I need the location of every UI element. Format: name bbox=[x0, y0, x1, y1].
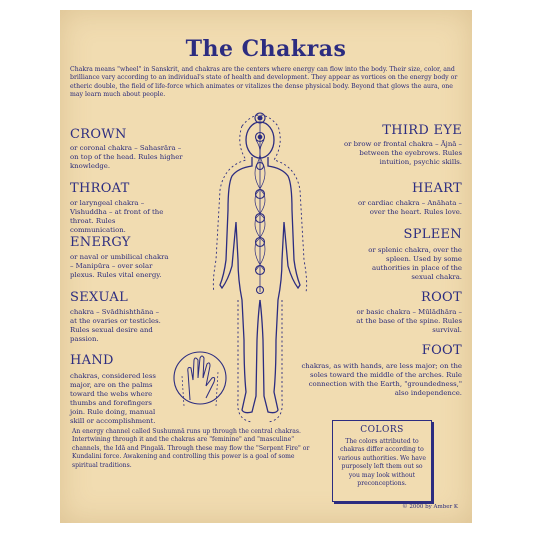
human-figure-illustration bbox=[172, 110, 342, 440]
heart-description: or cardiac chakra – Anāhata – over the heart. Rules love. bbox=[357, 199, 462, 216]
sexual-heading: SEXUAL bbox=[70, 290, 129, 305]
crown-description: or coronal chakra – Sahasrāra – on top of the head. Rules higher knowledge. bbox=[70, 144, 183, 170]
parchment-sheet bbox=[60, 10, 472, 523]
spleen-description: or splenic chakra, over the spleen. Used by some authorities in place of the sexual chakra. bbox=[368, 246, 462, 281]
foot-description: chakras, as with hands, are less major; on the soles toward the middle of the arches. Rule connection with the Earth, "groundedness," also independence. bbox=[301, 362, 462, 397]
energy-description: or naval or umbilical chakra – Manipūra – over solar plexus. Rules vital energy. bbox=[70, 253, 169, 279]
throat-description: or laryngeal chakra – Vishuddha – at front of the throat. Rules communication. bbox=[70, 199, 164, 234]
colors-description: The colors attributed to chakras differ according to various authorities. We have purposely left them out so you may look without preconceptions. bbox=[338, 438, 426, 488]
heart-heading: HEART bbox=[412, 181, 462, 196]
spleen-heading: SPLEEN bbox=[403, 227, 462, 242]
foot-heading: FOOT bbox=[421, 343, 462, 358]
crown-heading: CROWN bbox=[70, 127, 127, 142]
hand-heading: HAND bbox=[70, 353, 114, 368]
colors-heading: COLORS bbox=[360, 425, 404, 435]
root-description: or basic chakra – Mūlādhāra – at the base of the spine. Rules survival. bbox=[356, 308, 462, 334]
colors-box bbox=[332, 420, 432, 502]
copyright-text: © 2000 by Amber K bbox=[402, 504, 458, 510]
root-heading: ROOT bbox=[421, 290, 462, 305]
hand-description: chakras, considered less major, are on the palms toward the webs where thumbs and forefingers join. Rule doing, manual skill or accomplishment. bbox=[70, 372, 156, 425]
sexual-description: chakra – Svādhishthāna – at the ovaries or testicles. Rules sexual desire and passion. bbox=[70, 308, 161, 343]
intro-paragraph: Chakra means "wheel" in Sanskrit, and chakras are the centers where energy can flow into the body. Their size, color, and brilliance vary according to an individual's state of health and development. They appear as vortices on the energy body or etheric double, the field of life-force which animates or vitalizes the dense physical body. Beyond that glows the aura, one may learn much about people. bbox=[70, 66, 458, 99]
third-eye-heading: THIRD EYE bbox=[382, 123, 462, 138]
page-title: The Chakras bbox=[185, 36, 347, 62]
third-eye-description: or brow or frontal chakra – Ājnā – between the eyebrows. Rules intuition, psychic skills. bbox=[343, 140, 462, 166]
throat-heading: THROAT bbox=[70, 181, 130, 196]
energy-channel-paragraph: An energy channel called Sushumnā runs up through the central chakras. Intertwining through it and the chakras are "feminine" and "masculine" channels, the Idā and Pingalā. Through these may flow the "Serpent Fire" or Kundalini force. Awakening and controlling this power is a goal of some spiritual traditions. bbox=[72, 428, 310, 469]
energy-heading: ENERGY bbox=[70, 235, 131, 250]
